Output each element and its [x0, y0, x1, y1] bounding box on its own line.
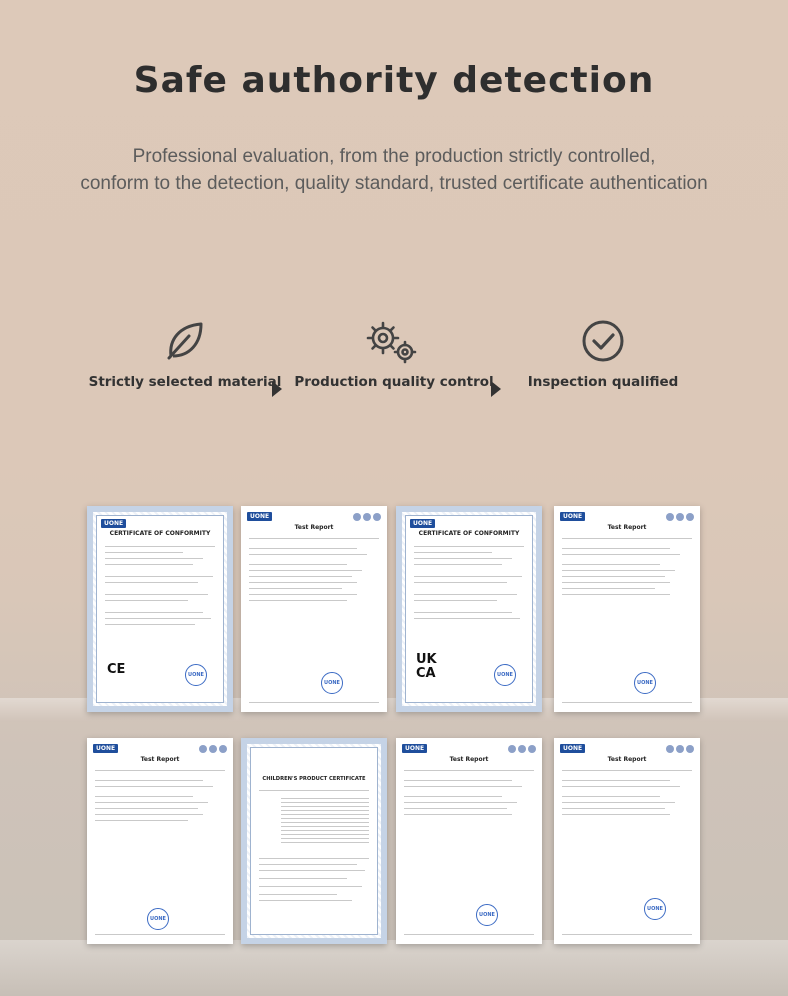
certificate-title: Test Report — [140, 756, 180, 763]
test-report — [87, 738, 233, 944]
ukca-mark-top: UK — [416, 652, 437, 667]
certificate-title: Test Report — [607, 524, 647, 531]
feature-label: Inspection qualified — [527, 374, 679, 390]
feature-label: Strictly selected material — [88, 374, 282, 390]
ce-mark: CE — [107, 662, 126, 677]
brand-logo: UONE — [560, 744, 585, 753]
ukca-mark-bottom: CA — [416, 666, 436, 681]
stamp-seal: UONE — [147, 908, 169, 930]
certificate-title: CHILDREN'S PRODUCT CERTIFICATE — [262, 776, 366, 782]
test-report — [396, 738, 542, 944]
certificate-title: Test Report — [449, 756, 489, 763]
certificate-title: Test Report — [607, 756, 647, 763]
stamp-seal: UONE — [644, 898, 666, 920]
shelf-bottom — [0, 940, 788, 996]
arrow-right-icon — [272, 381, 282, 397]
test-report — [554, 506, 700, 712]
feature-label: Production quality control — [294, 374, 494, 390]
certificate-ce — [87, 506, 233, 712]
childrens-product-certificate — [241, 738, 387, 944]
feature-quality-control — [289, 318, 499, 390]
brand-logo: UONE — [247, 512, 272, 521]
feature-material — [80, 318, 290, 390]
stamp-seal: UONE — [634, 672, 656, 694]
brand-logo: UONE — [101, 519, 126, 528]
certificate-title: CERTIFICATE OF CONFORMITY — [109, 530, 211, 537]
stamp-seal: UONE — [321, 672, 343, 694]
test-report — [554, 738, 700, 944]
stamp-seal: UONE — [185, 664, 207, 686]
certificate-ukca — [396, 506, 542, 712]
certificate-title: Test Report — [294, 524, 334, 531]
check-circle-icon — [580, 318, 626, 364]
gears-icon — [363, 318, 425, 366]
subtitle-line-1: Professional evaluation, from the production strictly controlled, — [132, 146, 656, 167]
test-report — [241, 506, 387, 712]
subtitle-line-2: conform to the detection, quality standard, trusted certificate authentication — [80, 173, 708, 194]
certificate-title: CERTIFICATE OF CONFORMITY — [418, 530, 520, 537]
feature-inspection — [498, 318, 708, 390]
stamp-seal: UONE — [476, 904, 498, 926]
brand-logo: UONE — [402, 744, 427, 753]
brand-logo: UONE — [560, 512, 585, 521]
brand-logo: UONE — [410, 519, 435, 528]
brand-logo: UONE — [93, 744, 118, 753]
page-title: Safe authority detection — [133, 60, 655, 101]
stamp-seal: UONE — [494, 664, 516, 686]
leaf-icon — [163, 318, 207, 362]
